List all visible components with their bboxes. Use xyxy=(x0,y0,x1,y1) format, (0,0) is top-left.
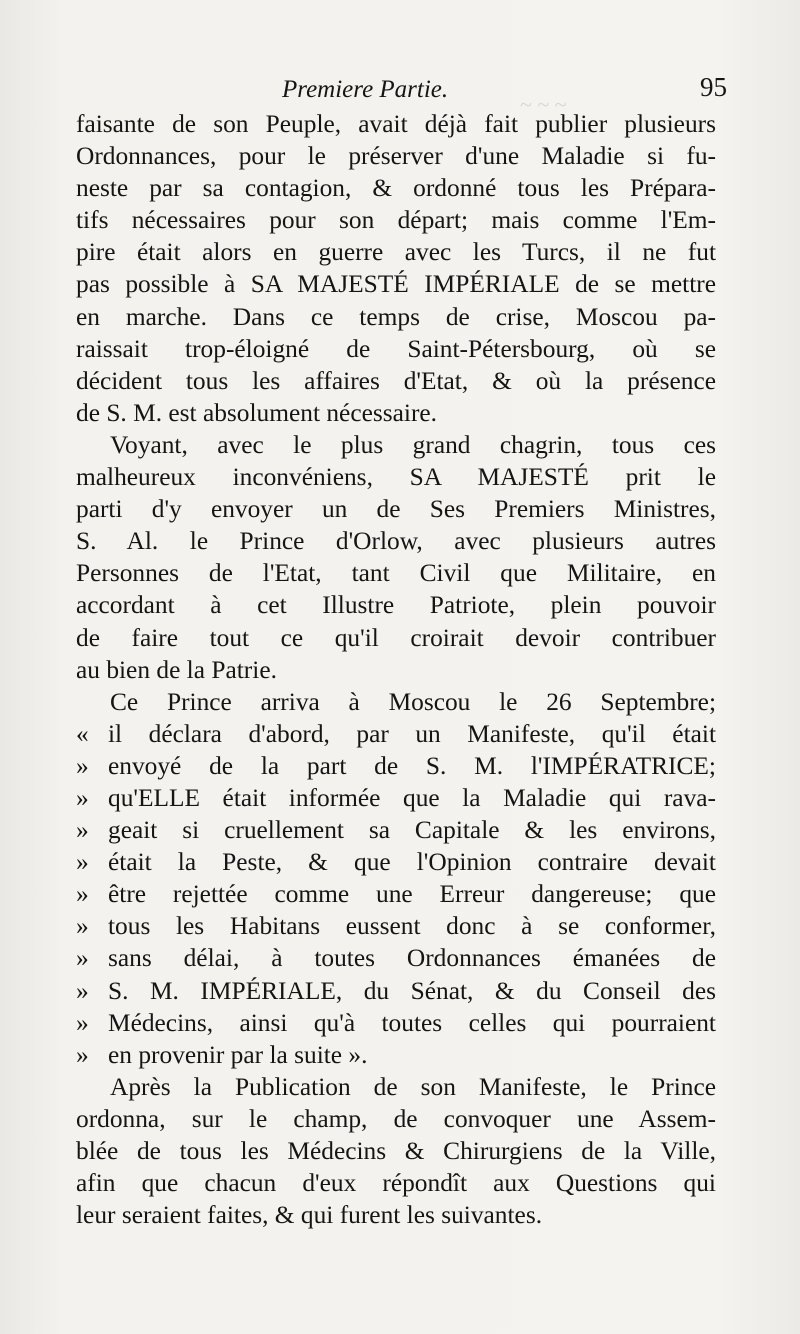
quoted-line xyxy=(76,814,716,846)
text-line: blée de tous les Médecins & Chirurgiens de la Ville, xyxy=(76,1137,716,1165)
text-line: neste par sa contagion, & ordonné tous les Prépara- xyxy=(76,174,716,203)
text-line: accordant à cet Illustre Patriote, plein pouvoir xyxy=(76,591,716,620)
quoted-line xyxy=(76,942,716,974)
text-line: Ordonnances, pour le préserver d'une Maladie si fu- xyxy=(76,142,716,171)
quoted-line xyxy=(76,782,716,814)
page-number: 95 xyxy=(700,72,727,102)
text-line: de S. M. est absolument nécessaire. xyxy=(76,398,438,427)
text-line: geait si cruellement sa Capitale & les environs, xyxy=(108,816,716,845)
body-text xyxy=(76,108,716,1231)
text-line: S. Al. le Prince d'Orlow, avec plusieurs autres xyxy=(76,527,716,556)
quote-mark: » xyxy=(76,1040,89,1069)
quote-mark: » xyxy=(76,783,89,812)
text-line: ordonna, sur le champ, de convoquer une Assem- xyxy=(76,1104,716,1133)
quoted-line xyxy=(76,878,716,910)
text-line: raissait trop-éloigné de Saint-Pétersbourg, où se xyxy=(76,334,716,363)
quote-mark: « xyxy=(76,719,89,748)
bleed-through-text: ~ ~ ~ xyxy=(520,92,567,117)
quoted-line xyxy=(76,910,716,942)
text-line: en provenir par la suite ». xyxy=(108,1040,368,1069)
quote-mark: » xyxy=(76,880,89,909)
text-line: pas possible à SA MAJESTÉ IMPÉRIALE de se mettre xyxy=(76,270,716,299)
text-line: Après la Publication de son Manifeste, le Prince xyxy=(110,1072,716,1101)
text-line: Médecins, ainsi qu'à toutes celles qui pourraient xyxy=(108,1008,716,1037)
text-line: Personnes de l'Etat, tant Civil que Militaire, en xyxy=(76,559,716,588)
text-line: tifs nécessaires pour son départ; mais comme l'Em- xyxy=(76,206,716,235)
text-line: il déclara d'abord, par un Manifeste, qu'il était xyxy=(108,719,716,748)
quoted-line xyxy=(76,750,716,782)
text-line: afin que chacun d'eux répondît aux Questions qui xyxy=(76,1169,716,1198)
quoted-line xyxy=(76,1039,716,1071)
text-line: tous les Habitans eussent donc à se conformer, xyxy=(108,912,716,941)
text-line: décident tous les affaires d'Etat, & où la présence xyxy=(76,366,716,395)
text-line: Voyant, avec le plus grand chagrin, tous ces xyxy=(110,430,716,459)
text-line: sans délai, à toutes Ordonnances émanées de xyxy=(108,944,716,973)
quote-mark: » xyxy=(76,751,89,780)
text-line: au bien de la Patrie. xyxy=(76,655,277,684)
quote-mark: » xyxy=(76,912,89,941)
text-line: être rejettée comme une Erreur dangereuse; que xyxy=(108,880,716,909)
quoted-line xyxy=(76,975,716,1007)
text-line: S. M. IMPÉRIALE, du Sénat, & du Conseil des xyxy=(108,976,716,1005)
text-line: leur seraient faites, & qui furent les suivantes. xyxy=(76,1201,543,1230)
text-line: pire était alors en guerre avec les Turcs, il ne fut xyxy=(76,238,716,267)
running-title: Premiere Partie. xyxy=(282,76,449,103)
quote-mark: » xyxy=(76,944,89,973)
text-line: qu'ELLE était informée que la Maladie qui rava- xyxy=(108,783,716,812)
quote-mark: » xyxy=(76,1008,89,1037)
text-line: parti d'y envoyer un de Ses Premiers Ministres, xyxy=(76,495,716,524)
quote-mark: » xyxy=(76,816,89,845)
quoted-line xyxy=(76,846,716,878)
quote-mark: » xyxy=(76,976,89,1005)
quoted-line xyxy=(76,1007,716,1039)
text-line: malheureux inconvéniens, SA MAJESTÉ prit le xyxy=(76,463,716,492)
quote-mark: » xyxy=(76,848,89,877)
text-line: en marche. Dans ce temps de crise, Moscou pa- xyxy=(76,302,716,331)
text-line: de faire tout ce qu'il croirait devoir contribuer xyxy=(76,623,716,652)
text-line: envoyé de la part de S. M. l'IMPÉRATRICE; xyxy=(108,751,716,780)
quoted-line xyxy=(76,718,716,750)
text-line: était la Peste, & que l'Opinion contraire devait xyxy=(108,848,716,877)
text-line: Ce Prince arriva à Moscou le 26 Septembre; xyxy=(110,687,716,716)
text-line: faisante de son Peuple, avait déjà fait publier plusieurs xyxy=(76,110,716,138)
